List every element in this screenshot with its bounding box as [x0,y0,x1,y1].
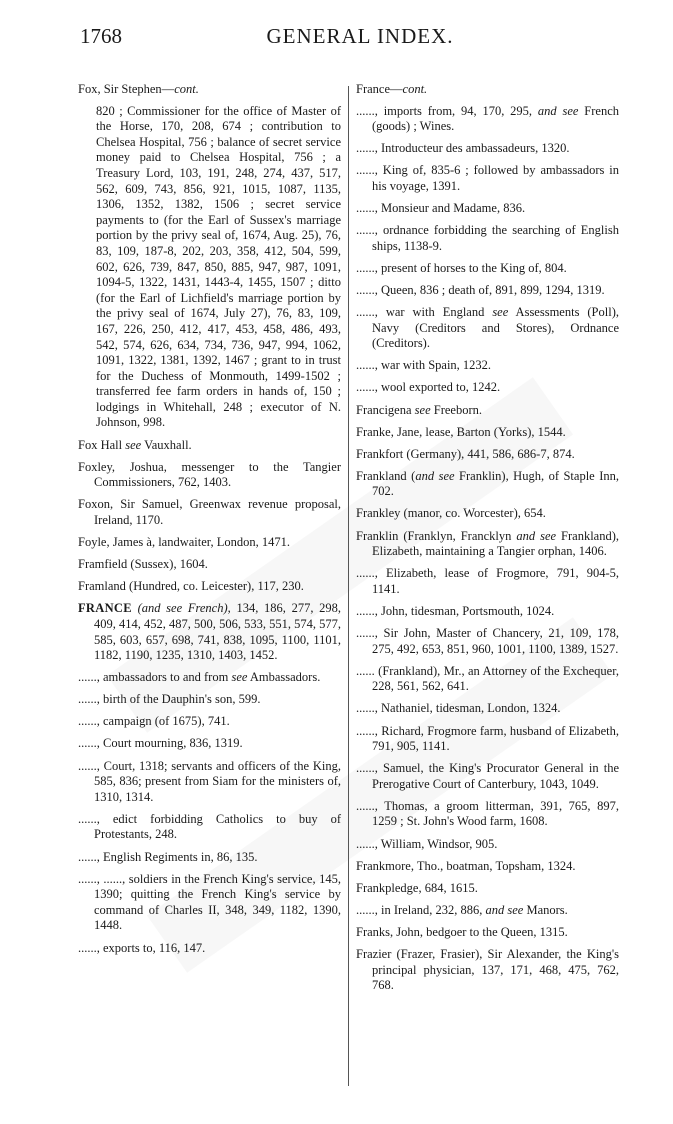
index-subentry-ordnance: ......, ordnance forbidding the searching of English ships, 1138-9. [356,223,619,253]
page-title: GENERAL INDEX. [266,24,454,48]
index-entry-franks: Franks, John, bedgoer to the Queen, 1315. [356,924,568,939]
index-entry-fox-hall: Fox Hall see Vauxhall. [78,437,192,452]
index-entry-foxley: Foxley, Joshua, messenger to the Tangier Commissioners, 762, 1403. [78,459,341,490]
index-entry-foxon: Foxon, Sir Samuel, Greenwax revenue proposal, Ireland, 1170. [78,497,341,527]
index-subentry-court: ......, Court, 1318; servants and officers of the King, 585, 836; present from Siam for the ministers of, 1310, 1314. [78,758,341,804]
index-subentry-imports: ......, imports from, 94, 170, 295, and see French (goods) ; Wines. [356,103,620,134]
index-entry-fox-stephen: 820 ; Commissioner for the office of Master of the Horse, 170, 208, 674 ; contribution to Chelsea Hospital, 756 ; balance of secret service money paid to Chelsea Hospital, 756 ; a Treasury Lord, 103, 191, 248, 274, 437, 517, 562, 609, 743, 856, 921, 1015, 1087, 1135, 1306, 1352, 1382, 1506 ; secret service payments to (for the Earl of Sussex's marriage portion by the privy seal of, 1674, Aug. 25), 76, 83, 109, 187-8, 202, 203, 358, 412, 504, 599, 602, 626, 739, 847, 850, 885, 947, 987, 1091, 1094-5, 1322, 1431, 1443-4, 1455, 1507 ; ditto (for the Earl of Lichfield's marriage portion by the privy seal of 1674, July 27), 76, 83, 109, 167, 226, 250, 412, 417, 453, 458, 486, 493, 542, 574, 626, 634, 734, 736, 947, 994, 1062, 1091, 1322, 1381, 1392, 1467 ; grant to in trust for the Duchess of Monmouth, 1499-1502 ; transferred fee farm orders in hands of, 150 ; lodgings in Whitehall, 248 ; executor of N. Johnson, 998. [96,103,341,430]
index-entry-frankpledge: Frankpledge, 684, 1615. [356,880,478,895]
index-subentry-campaign: ......, campaign (of 1675), 741. [78,714,230,729]
right-column [356,82,619,1000]
index-subentry-samuel: ......, Samuel, the King's Procurator General in the Prerogative Court of Canterbury, 1043, 1049. [356,761,619,791]
index-entry-frazier: Frazier (Frazer, Frasier), Sir Alexander, the King's principal physician, 137, 171, 468, 475, 762, 768. [356,947,619,993]
index-subentry-nathaniel: ......, Nathaniel, tidesman, London, 1324. [356,701,561,716]
index-entry-frankley: Frankley (manor, co. Worcester), 654. [356,506,546,521]
index-subentry-regiments: ......, English Regiments in, 86, 135. [78,849,258,864]
index-subentry-ireland: ......, in Ireland, 232, 886, and see Manors. [356,902,568,917]
index-subentry-frankland-mr: ...... (Frankland), Mr., an Attorney of the Exchequer, 228, 561, 562, 641. [356,663,619,694]
index-entry-foyle: Foyle, James à, landwaiter, London, 1471. [78,535,290,550]
index-subentry-queen: ......, Queen, 836 ; death of, 891, 899, 1294, 1319. [356,282,605,297]
index-subentry-wool: ......, wool exported to, 1242. [356,380,501,395]
index-subentry-edict: ......, edict forbidding Catholics to buy of Protestants, 248. [78,811,341,842]
index-subentry-william: ......, William, Windsor, 905. [356,836,498,851]
index-subentry-exports: ......, exports to, 116, 147. [78,940,206,955]
index-subentry-king: ......, King of, 835-6 ; followed by ambassadors in his voyage, 1391. [356,163,619,193]
index-subentry-war-england: ......, war with England see Assessments (Poll), Navy (Creditors and Stores), Ordnance (Creditors). [356,305,619,351]
index-entry-framland: Framland (Hundred, co. Leicester), 117, 230. [78,579,304,594]
page-number: 1768 [80,24,122,48]
page-header [80,14,640,54]
index-subentry-birth: ......, birth of the Dauphin's son, 599. [78,692,261,707]
index-subentry-introducteur: ......, Introducteur des ambassadeurs, 1320. [356,141,570,156]
index-subentry-elizabeth: ......, Elizabeth, lease of Frogmore, 791, 904-5, 1141. [356,566,619,596]
index-entry-frankfort: Frankfort (Germany), 441, 586, 686-7, 874. [356,446,575,461]
index-entry-france: FRANCE (and see French), 134, 186, 277, 298, 409, 414, 452, 487, 500, 506, 533, 551, 574, 577, 585, 603, 657, 698, 741, 838, 1095, 1100, 1101, 1182, 1190, 1235, 1310, 1403, 1452. [78,601,341,663]
index-subentry-john: ......, John, tidesman, Portsmouth, 1024. [356,603,555,618]
index-entry-franke: Franke, Jane, lease, Barton (Yorks), 1544. [356,424,566,439]
index-entry-frankmore: Frankmore, Tho., boatman, Topsham, 1324. [356,858,576,873]
index-subentry-war-spain: ......, war with Spain, 1232. [356,358,492,373]
index-subentry-thomas: ......, Thomas, a groom litterman, 391, 765, 897, 1259 ; St. John's Wood farm, 1608. [356,798,619,829]
index-entry-francigena: Francigena see Freeborn. [356,402,482,417]
continuation-heading: France—cont. [356,82,428,96]
index-subentry-richard: ......, Richard, Frogmore farm, husband of Elizabeth, 791, 905, 1141. [356,723,619,754]
index-entry-frankland: Frankland (and see Franklin), Hugh, of Staple Inn, 702. [356,468,619,499]
column-divider [348,86,349,1086]
index-subentry-present: ......, present of horses to the King of, 804. [356,260,567,275]
index-entry-franklin: Franklin (Franklyn, Francklyn and see Frankland), Elizabeth, maintaining a Tangier orphan, 1406. [356,528,620,559]
index-subentry-court-mourning: ......, Court mourning, 836, 1319. [78,736,243,751]
left-column [78,82,341,963]
index-subentry-ambassadors: ......, ambassadors to and from see Ambassadors. [78,670,321,685]
index-subentry-soldiers: ......, ......, soldiers in the French King's service, 145, 1390; quitting the French King's service by command of Charles II, 348, 349, 1182, 1390, 1448. [78,871,341,933]
index-entry-framfield: Framfield (Sussex), 1604. [78,557,208,572]
continuation-heading: Fox, Sir Stephen—cont. [78,82,199,96]
index-subentry-monsieur: ......, Monsieur and Madame, 836. [356,201,526,216]
index-subentry-sir-john: ......, Sir John, Master of Chancery, 21, 109, 178, 275, 492, 653, 851, 960, 1001, 1100, 1389, 1527. [356,626,619,656]
